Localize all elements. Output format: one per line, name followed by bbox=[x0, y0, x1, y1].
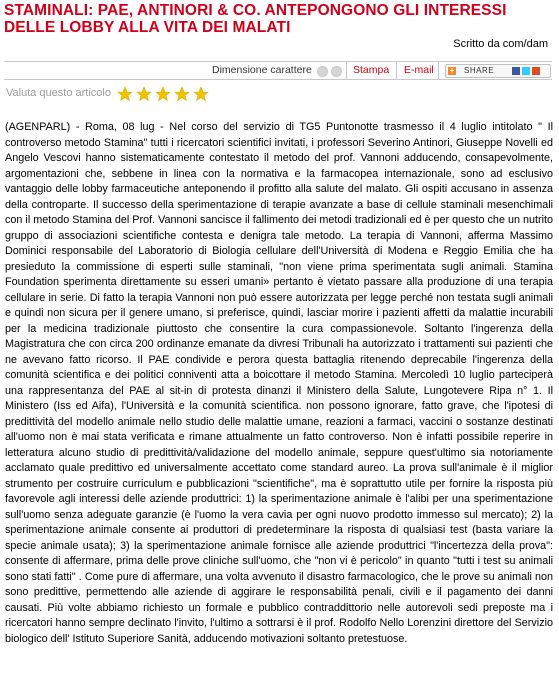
article-title: STAMINALI: PAE, ANTINORI & CO. ANTEPONGONO GLI INTERESSI DELLE LOBBY ALLA VITA DEI MALATI bbox=[4, 2, 507, 36]
share-plus-icon: + bbox=[449, 66, 455, 75]
twitter-icon bbox=[522, 67, 530, 75]
email-link[interactable]: E-mail bbox=[404, 64, 434, 76]
email-share-icon bbox=[532, 67, 540, 75]
share-label: SHARE bbox=[464, 66, 495, 75]
font-size-label: Dimensione carattere bbox=[212, 64, 312, 76]
facebook-icon bbox=[512, 67, 520, 75]
share-button[interactable] bbox=[445, 64, 551, 78]
rating-label: Valuta questo articolo bbox=[6, 87, 111, 99]
article-byline: Scritto da com/dam bbox=[453, 38, 548, 50]
star-icon[interactable] bbox=[117, 86, 133, 102]
star-icon[interactable] bbox=[193, 86, 209, 102]
article-body: (AGENPARL) - Roma, 08 lug - Nel corso del servizio di TG5 Puntonotte trasmesso il 4 luglio intitolato " Il controverso metodo Stamina" tutti i ricercatori scientifici invitati, i professori Severino Antinori, Giuseppe Novelli ed Angelo Vescovi hanno sistematicamente contestato il metodo del prof. Vannoni adducendo, consapevolmente, argomentazioni che, sebbene in linea con la normativa e la farmacopea internazionale, sono ad esclusivo vantaggio delle lobby farmaceutiche anteponendo il profitto alla salute del malato. Gli ospiti accusano in assenza della controparte. Il successo della sperimentazione di terapie avanzate a base di cellule staminali mesenchimali con il metodo Stamina del Prof. Vannoni sancisce il fallimento dei metodi tradizionali ed è per questo che un nutrito gruppo di associazioni scientifiche contesta e denigra tale metodo. La terapia di Vannoni, afferma Massimo Dominici responsabile del Laboratorio di Biologia cellulare dell'Università di Modena e Reggio Emilia che ha presieduto la commissione di esperti sulle staminali, "non viene prima sperimentata sugli animali. Stamina Foundation sperimenta direttamente su esseri umani» pertanto è vietato passare alla produzione di una terapia cellulare in serie. Di fatto la terapia Vannoni non può essere autorizzata per legge perché non testata sugli animali e quindi non sicura per il genere umano, si preferisce, quindi, lasciar morire i pazienti affetti da malattie incurabili per la medicina tradizionale piuttosto che consentire la cura compassionevole. Soltanto l'ingerenza della Magistratura che con circa 200 ordinanze emanate da divresi Tribunali ha autorizzato i trattamenti sui pazienti che ne avevano fatto ricorso. Il PAE condivide e perora questa battaglia ritenendo deprecabile l'ingerenza della comunità scientifica e dei politici conniventi atta a boicottare il metodo Stamina. Mercoledì 10 luglio parteciperà una rappresentanza del PAE al sit-in di protesta dinanzi il Ministero della Salute, Lungotevere Ripa n° 1. Il Ministero (Iss ed Aifa), l'Università e la comunità scientifica. non possono ignorare, fatto grave, che l'ipotesi di predittività del modello animale nello studio delle malattie umane, reazioni a farmaci, vaccini o sostanze destinati all'uomo non è mai stata verificata e rimane attualmente un fatto controverso. Non è infatti possibile reperire in letteratura alcuno studio di predittività/validazione del modello animale, seppure quest'ultimo sia notoriamente acclamato quale predittivo ed universalmente accettato come standard aureo. La prova sull'animale è il miglior strumento per costruire curriculum e pubblicazioni "scientifiche", ma è soprattutto utile per fornire la risposta più favorevole agli interessi delle aziende produttrici: 1) la sperimentazione animale è l'alibi per una sperimentazione sull'uomo senza adeguate garanzie (è l'uomo la vera cavia per ogni nuovo prodotto immesso sul mercato); 2) la sperimentazione animale consente ai produttori di predeterminare la risposta di qualsiasi test (basta variare la specie animale usata); 3) la sperimentazione animale fornisce alle aziende produttrici "l'incertezza della prova": consente di affermare, prima delle prove cliniche sull'uomo, che "non vi è pericolo" in quanto "tutti i test su animali sono stati fatti" . Come pure di affermare, una volta avvenuto il disastro farmacologico, che le prove su animali non sono predittive, permettendo alle aziende di aggirare le responsabilità penali, civili e il pagamento dei danni causati. Più volte abbiamo richiesto un formale e pubblico contraddittorio nelle autorevoli sedi preposte ma i ricercatori hanno sempre declinato l'invito, l'ultimo a sottrarsi è il prof. Rodolfo Nello Lorenzini direttore del Servizio biologico dell' Istituto Superiore Sanità, adducendo motivazioni soltanto pretestuose. bbox=[5, 121, 553, 645]
star-icon[interactable] bbox=[174, 86, 190, 102]
font-decrease-icon[interactable] bbox=[317, 66, 328, 77]
toolbar-divider bbox=[438, 62, 439, 79]
toolbar-divider bbox=[346, 62, 347, 79]
font-increase-icon[interactable] bbox=[331, 66, 342, 77]
star-icon[interactable] bbox=[136, 86, 152, 102]
toolbar-divider bbox=[396, 62, 397, 79]
print-link[interactable]: Stampa bbox=[353, 64, 390, 76]
article-toolbar bbox=[4, 61, 552, 80]
star-icon[interactable] bbox=[155, 86, 171, 102]
